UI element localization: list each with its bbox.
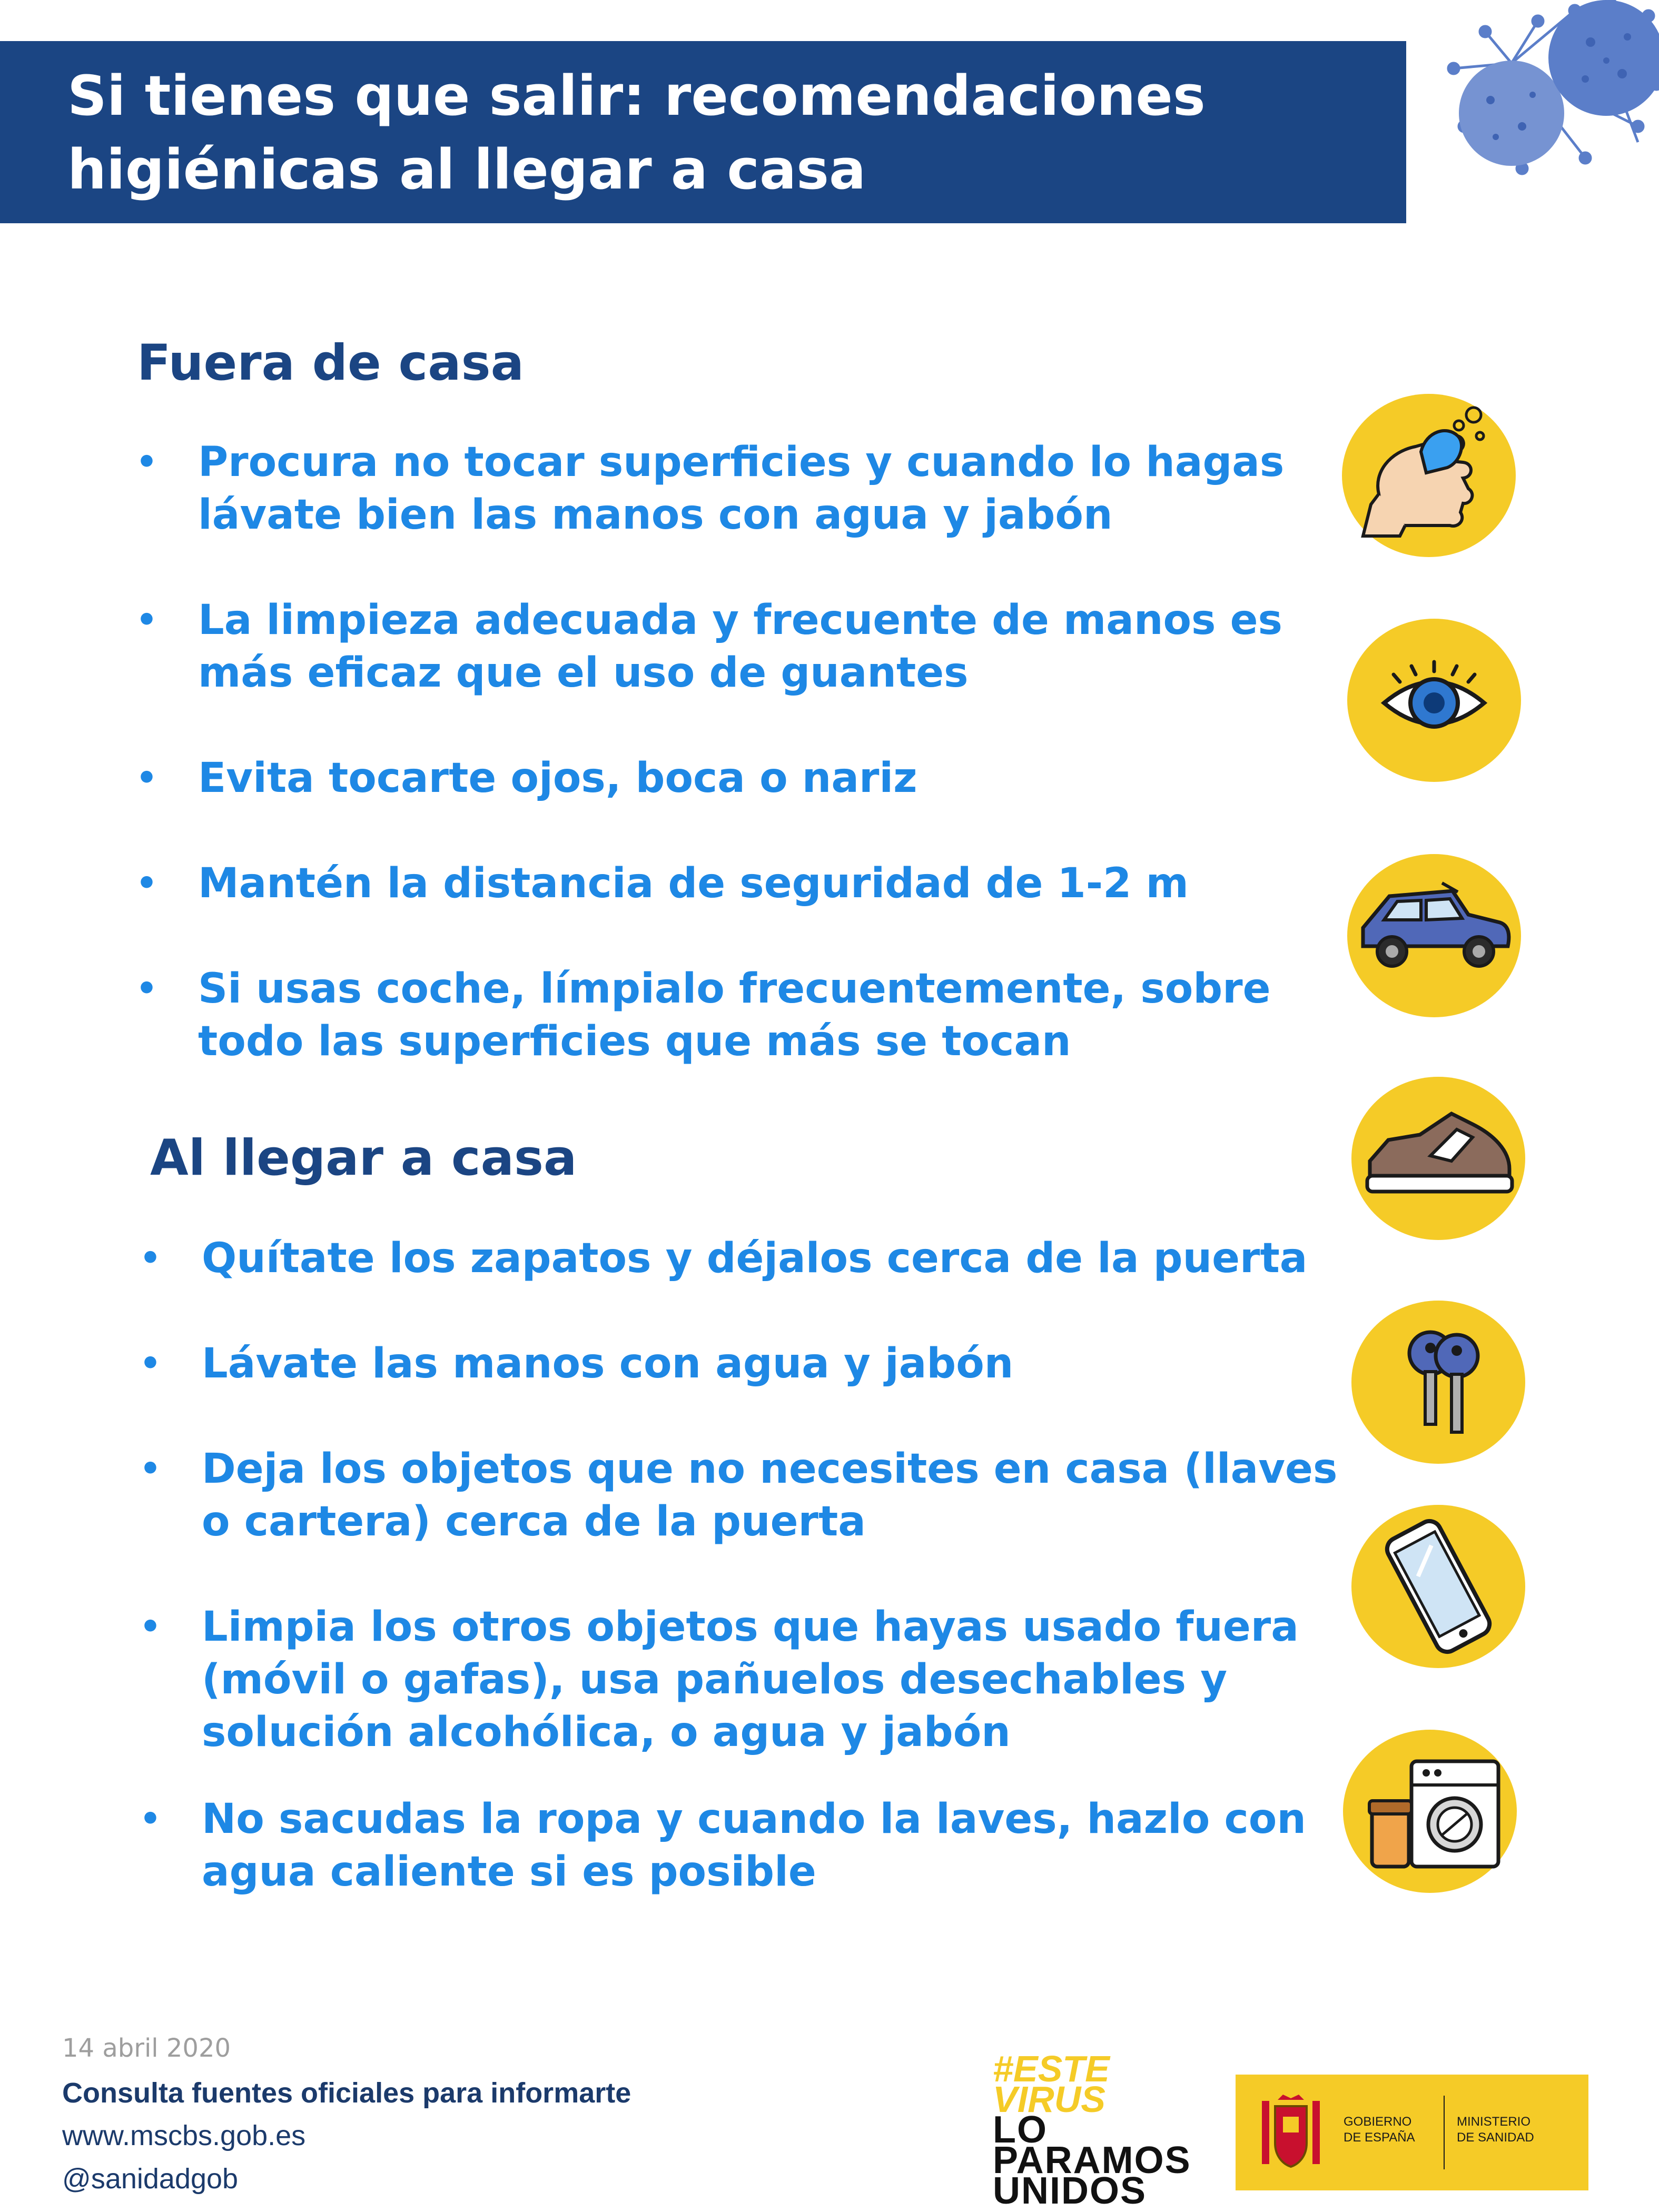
washing-machine-icon [1343, 1730, 1517, 1893]
campaign-line-5: UNIDOS [993, 2170, 1147, 2212]
list-item-text: Procura no tocar superficies y cuando lo hagas lávate bien las manos con agua y jabón [198, 439, 1285, 539]
government-name [1344, 2114, 1433, 2146]
page-title-line-1: Si tienes que salir: recomendaciones [67, 64, 1206, 128]
list-item-text: Limpia los otros objetos que hayas usado fuera (móvil o gafas), usa pañuelos desechables y solución alcohólica, o agua y jabón [202, 1603, 1299, 1756]
bullet-icon: • [136, 759, 157, 798]
list-item [140, 1443, 1367, 1548]
list-item [140, 1232, 1367, 1285]
phone-icon [1351, 1505, 1525, 1668]
website-link[interactable]: www.mscbs.gob.es [62, 2120, 306, 2151]
bullet-icon: • [136, 601, 157, 640]
bullet-icon: • [140, 1800, 161, 1839]
ministry-line-1: MINISTERIO [1457, 2115, 1531, 2129]
list-item-text: No sacudas la ropa y cuando la laves, hazlo con agua caliente si es posible [202, 1796, 1306, 1896]
campaign-line-4: PARAMOS [993, 2139, 1191, 2181]
virus-illustration-icon [1364, 0, 1659, 221]
list-item-text: Mantén la distancia de seguridad de 1-2 m [198, 860, 1189, 907]
car-icon [1347, 854, 1521, 1017]
campaign-hashtag-line-2: VIRUS [993, 2079, 1105, 2120]
page-title [67, 59, 1384, 206]
government-line-1: GOBIERNO [1344, 2115, 1412, 2129]
list-item-text: La limpieza adecuada y frecuente de manos es más eficaz que el uso de guantes [198, 597, 1282, 697]
bullet-icon: • [140, 1239, 161, 1278]
keys-icon [1351, 1301, 1525, 1464]
coat-of-arms-icon [1251, 2090, 1330, 2175]
bullet-icon: • [136, 443, 157, 482]
list-item [136, 594, 1363, 699]
list-item [136, 752, 1363, 805]
list-item-text: Deja los objetos que no necesites en casa (llaves o cartera) cerca de la puerta [202, 1445, 1338, 1545]
bullet-icon: • [140, 1344, 161, 1383]
list-item [140, 1337, 1367, 1390]
publication-date: 14 abril 2020 [62, 2034, 231, 2063]
ministry-name [1457, 2114, 1573, 2146]
government-line-2: DE ESPAÑA [1344, 2130, 1415, 2145]
social-handle-link[interactable]: @sanidadgob [62, 2163, 239, 2195]
list-item [136, 857, 1363, 910]
list-item-text: Evita tocarte ojos, boca o nariz [198, 755, 917, 802]
campaign-hashtag-line-1: #ESTE [993, 2048, 1110, 2089]
eye-icon [1347, 619, 1521, 782]
bullet-icon: • [140, 1608, 161, 1646]
list-item [136, 436, 1363, 541]
list-item [140, 1793, 1367, 1898]
shoe-icon [1351, 1077, 1525, 1240]
page-title-line-2: higiénicas al llegar a casa [67, 137, 866, 202]
bullet-icon: • [136, 969, 157, 1008]
footer-consult-text: Consulta fuentes oficiales para informarte [62, 2077, 631, 2109]
campaign-line-3: LO [993, 2109, 1048, 2151]
hand-washing-icon [1342, 394, 1516, 557]
section-heading-fuera-de-casa: Fuera de casa [137, 334, 525, 392]
campaign-logo [993, 2048, 1214, 2212]
bullet-icon: • [140, 1450, 161, 1489]
section-heading-al-llegar-a-casa: Al llegar a casa [150, 1129, 577, 1187]
divider [1444, 2096, 1445, 2169]
list-item-text: Si usas coche, límpialo frecuentemente, sobre todo las superficies que más se tocan [198, 965, 1271, 1065]
ministry-line-2: DE SANIDAD [1457, 2130, 1534, 2145]
list-item [136, 963, 1363, 1068]
bullet-icon: • [136, 864, 157, 903]
government-logo [1236, 2075, 1588, 2190]
list-item-text: Quítate los zapatos y déjalos cerca de la puerta [202, 1235, 1308, 1282]
list-item-text: Lávate las manos con agua y jabón [202, 1340, 1014, 1387]
list-item [140, 1601, 1367, 1759]
